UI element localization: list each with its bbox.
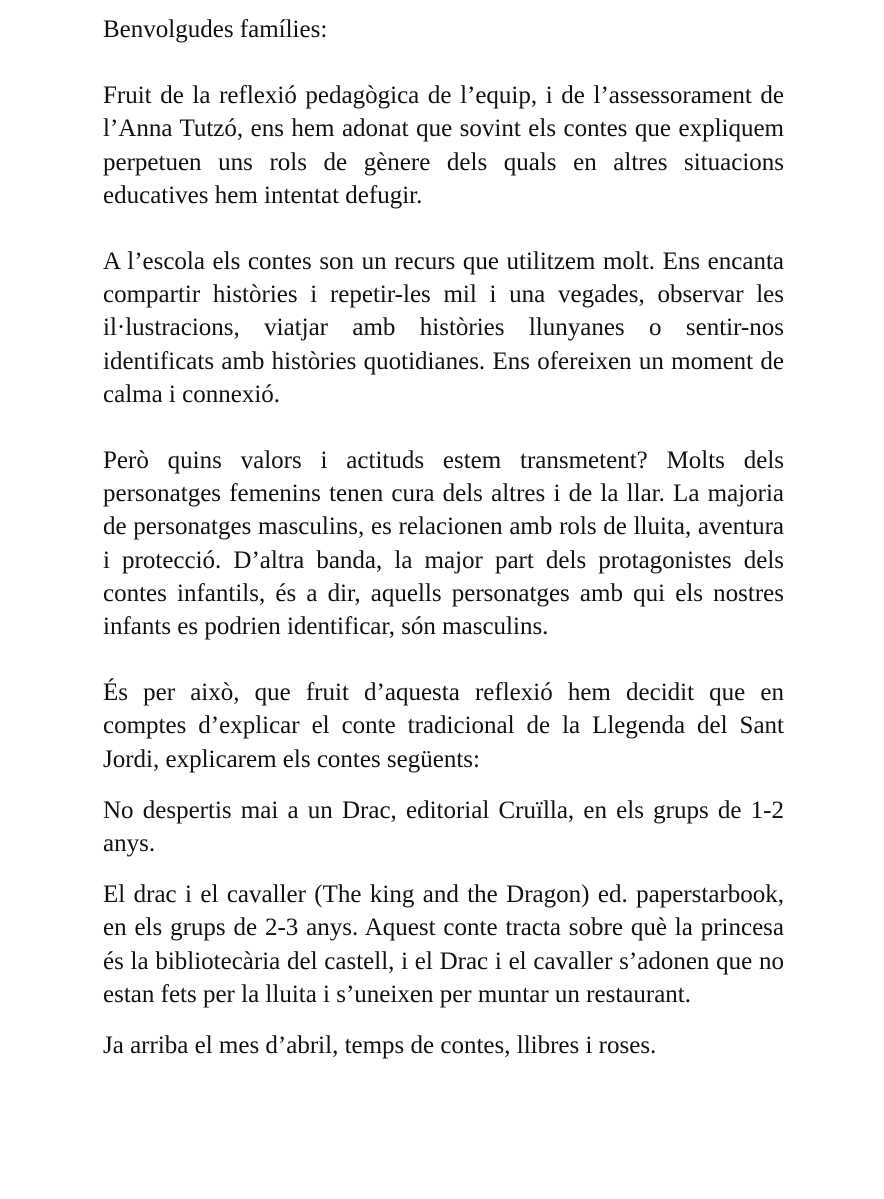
paragraph-values-question: Però quins valors i actituds estem transmetent? Molts dels personatges femenins tenen cura dels altres i de la llar. La majoria de personatges masculins, es relacionen amb rols de lluita, aventura i protecció. D’altra banda, la major part dels protagonistes dels contes infantils, és a dir, aquells personatges amb qui els nostres infants es podrien identificar, són masculins. (103, 447, 784, 641)
paragraph-book-1: No despertis mai a un Drac, editorial Cruïlla, en els grups de 1-2 anys. (103, 796, 784, 858)
paragraph-reflection: Fruit de la reflexió pedagògica de l’equip, i de l’assessorament de l’Anna Tutzó, ens hem adonat que sovint els contes que expliquem perpetuen uns rols de gènere dels quals en altres situacions educatives hem intentat defugir. (103, 82, 784, 209)
paragraph-book-2: El drac i el cavaller (The king and the Dragon) ed. paperstarbook, en els grups de 2-3 anys. Aquest conte tracta sobre què la princesa és la bibliotecària del castell, i el Drac i el cavaller s’adonen que no estan fets per la lluita i s’uneixen per muntar un restaurant. (103, 881, 784, 1008)
letter-greeting: Benvolgudes famílies: (103, 16, 328, 43)
letter-body (103, 13, 784, 1062)
paragraph-decision: És per això, que fruit d’aquesta reflexió hem decidit que en comptes d’explicar el conte tradicional de la Llegenda del Sant Jordi, explicarem els contes següents: (103, 679, 784, 773)
paragraph-closing: Ja arriba el mes d’abril, temps de contes, llibres i roses. (103, 1032, 657, 1060)
paragraph-stories-resource: A l’escola els contes son un recurs que utilitzem molt. Ens encanta compartir històries i repetir-les mil i una vegades, observar les il·lustracions, viatjar amb històries llunyanes o sentir-nos identificats amb històries quotidianes. Ens ofereixen un moment de calma i connexió. (103, 248, 784, 408)
